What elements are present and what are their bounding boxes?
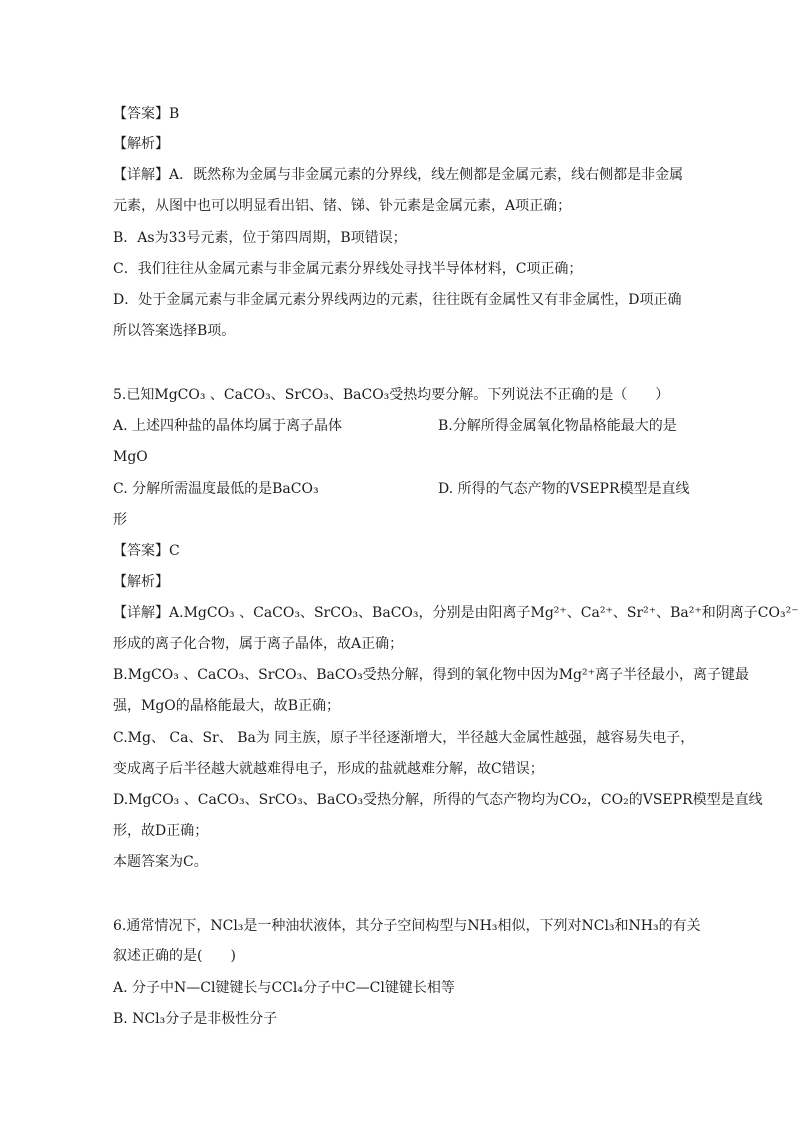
detail-line: 【详解】A．既然称为金属与非金属元素的分界线，线左侧都是金属元素，线右侧都是非金属 (113, 167, 684, 183)
option-a: A. 分子中N—Cl键键长与CCl₄分子中C—Cl键键长相等 (113, 980, 455, 996)
mg-ion-formula: Mg²⁺ (558, 667, 595, 683)
answer-label: 【答案】B (113, 106, 180, 122)
detail-line: D．处于金属元素与非金属元素分界线两边的元素，往往既有金属性又有非金属性，D项正确 (113, 292, 682, 308)
detail-line: B．As为33号元素，位于第四周期，B项错误； (113, 230, 407, 246)
conclusion-line: 本题答案为C。 (113, 854, 208, 870)
detail-line: C.Mg、 Ca、Sr、 Ba为 同主族，原子半径逐渐增大，半径越大金属性越强，越容易失电子， (113, 730, 695, 746)
detail-line: 变成离子后半径越大就越难得电子，形成的盐就越难分解，故C错误； (113, 761, 544, 777)
salt-formulas: MgCO₃ 、CaCO₃、SrCO₃、BaCO₃ (154, 387, 390, 403)
detail-line: B.MgCO₃ 、CaCO₃、SrCO₃、BaCO₃受热分解，得到的氧化物中因为Mg²⁺离子半径最小，离子键最 (113, 667, 749, 683)
cation-formulas: Mg²⁺、Ca²⁺、Sr²⁺、Ba²⁺ (530, 605, 702, 621)
option-d-cont: 形 (113, 512, 127, 528)
detail-line: 形成的离子化合物，属于离子晶体，故A正确； (113, 636, 404, 652)
option-a: A. 上述四种盐的晶体均属于离子晶体 (113, 418, 343, 434)
detail-line: 元素，从图中也可以明显看出铝、锗、锑、钋元素是金属元素，A项正确； (113, 198, 572, 214)
detail-line: 形，故D正确； (113, 823, 209, 839)
option-c: C. 分解所需温度最低的是BaCO₃ (113, 481, 319, 497)
analysis-label: 【解析】 (113, 136, 169, 152)
conclusion-line: 所以答案选择B项。 (113, 323, 236, 339)
answer-label: 【答案】C (113, 543, 180, 559)
option-b-cont: MgO (113, 449, 148, 465)
detail-line: C．我们往往从金属元素与非金属元素分界线处寻找半导体材料，C项正确； (113, 261, 583, 277)
question-6-stem: 6.通常情况下，NCl₃是一种油状液体，其分子空间构型与NH₃相似，下列对NCl₃和NH₃的有关 (113, 918, 701, 934)
baco3-formula: BaCO₃ (272, 481, 319, 497)
co2-formula: CO₂，CO₂ (559, 792, 629, 808)
question-5-stem: 5.已知MgCO₃ 、CaCO₃、SrCO₃、BaCO₃受热均要分解。下列说法不正确的是（ ） (113, 387, 670, 403)
analysis-label: 【解析】 (113, 574, 169, 590)
detail-line: 【详解】A.MgCO₃ 、CaCO₃、SrCO₃、BaCO₃，分别是由阳离子Mg²⁺、Ca²⁺、Sr²⁺、Ba²⁺和阴离子CO₃²⁻ (113, 605, 799, 621)
detail-line: 强，MgO的晶格能最大，故B正确； (113, 698, 341, 714)
option-d: D. 所得的气态产物的VSEPR模型是直线 (438, 481, 690, 497)
question-6-stem-cont: 叙述正确的是( ) (113, 948, 236, 964)
option-b: B. NCl₃分子是非极性分子 (113, 1011, 278, 1027)
option-b: B.分解所得金属氧化物晶格能最大的是 (438, 418, 677, 434)
detail-line: D.MgCO₃ 、CaCO₃、SrCO₃、BaCO₃受热分解，所得的气态产物均为CO₂，CO₂的VSEPR模型是直线 (113, 792, 763, 808)
anion-formula: CO₃²⁻ (757, 605, 799, 621)
